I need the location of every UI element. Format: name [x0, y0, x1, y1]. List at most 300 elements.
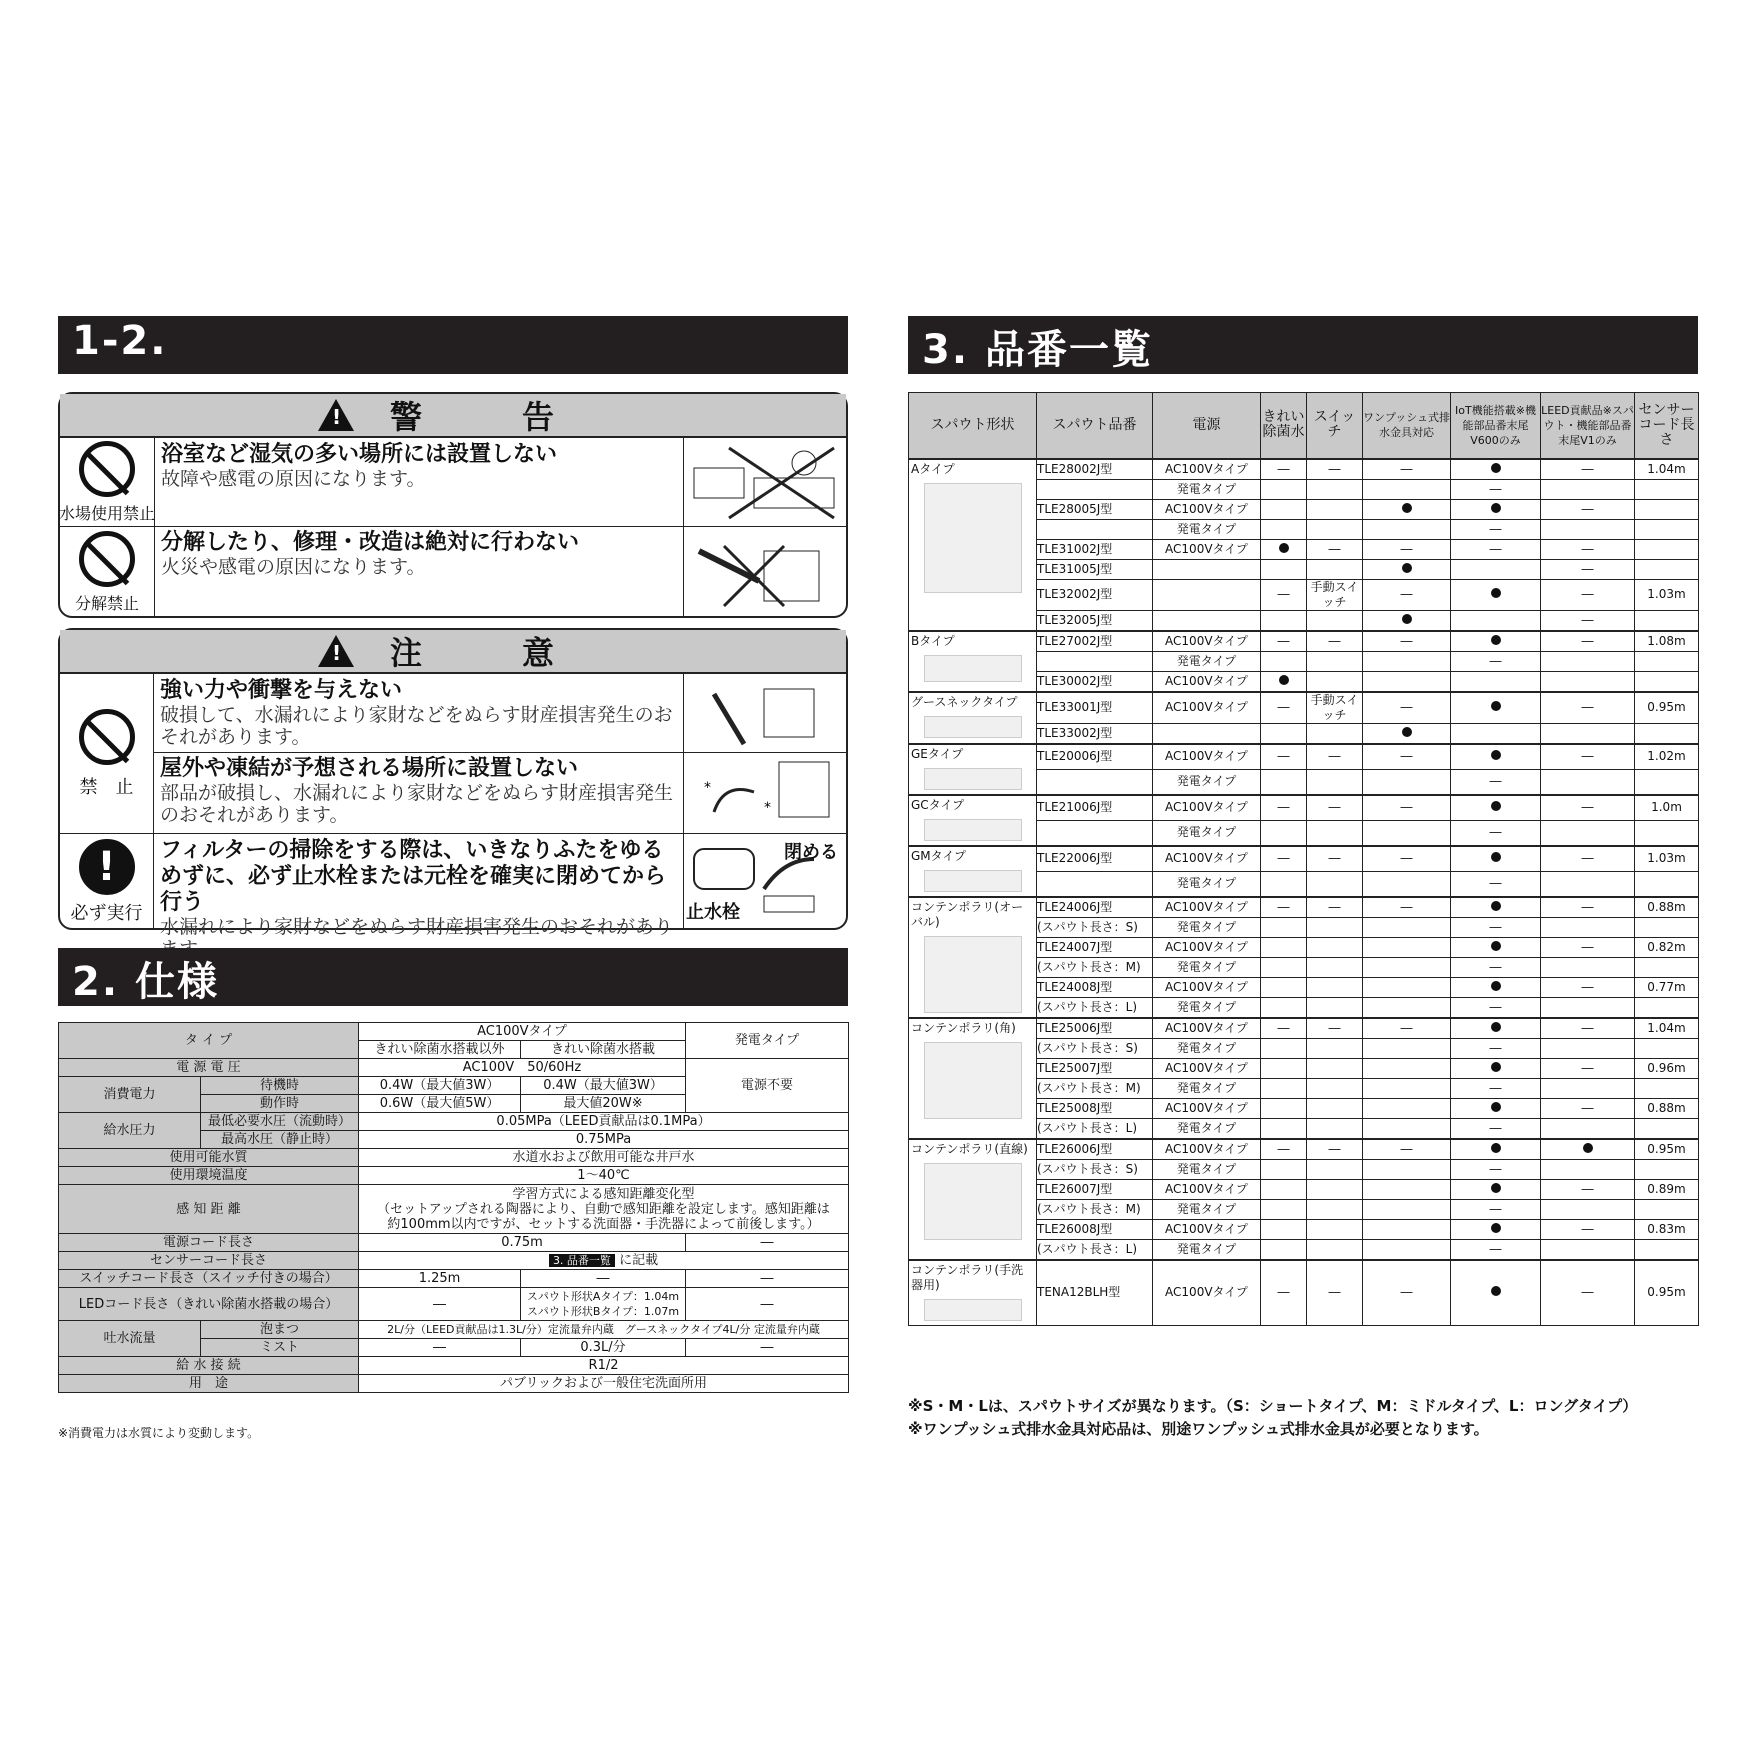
table-cell	[1541, 671, 1635, 692]
table-cell	[1541, 1239, 1635, 1260]
table-cell: 0.77m	[1635, 977, 1699, 997]
table-cell: 0.95m	[1635, 1260, 1699, 1326]
table-cell: AC100Vタイプ	[1153, 1058, 1261, 1078]
table-cell: 発電タイプ	[1153, 519, 1261, 539]
table-cell: TLE26006J型	[1037, 1139, 1153, 1160]
table-cell: 発電タイプ	[1153, 917, 1261, 937]
table-cell	[1363, 769, 1451, 795]
table-cell	[1261, 957, 1307, 977]
table-cell: 1.04m	[1635, 1018, 1699, 1039]
warning-title: ! 警 告	[60, 394, 846, 438]
spout-shape-label: Bタイプ	[911, 633, 955, 648]
table-cell	[1451, 671, 1541, 692]
table-cell	[1153, 559, 1261, 579]
dot-mark-icon	[1402, 503, 1412, 513]
table-cell	[1541, 917, 1635, 937]
table-cell	[1451, 937, 1541, 957]
table-cell	[1261, 610, 1307, 631]
table-cell: AC100Vタイプ	[1153, 744, 1261, 770]
section-title: 2. 仕様	[72, 959, 219, 1005]
table-cell: 0.83m	[1635, 1219, 1699, 1239]
table-cell	[1635, 1159, 1699, 1179]
table-cell: 発電タイプ	[1153, 479, 1261, 499]
table-cell: ―	[1541, 1179, 1635, 1199]
table-cell	[1363, 723, 1451, 744]
table-cell: ―	[1451, 479, 1541, 499]
table-cell	[1363, 1058, 1451, 1078]
table-cell: ―	[1261, 1260, 1307, 1326]
table-cell	[1307, 871, 1363, 897]
table-cell	[1307, 957, 1363, 977]
table-cell	[1261, 937, 1307, 957]
table-cell	[1307, 917, 1363, 937]
column-header: きれい除菌水	[1261, 393, 1307, 459]
table-cell	[1635, 1078, 1699, 1098]
table-cell	[1261, 977, 1307, 997]
dot-mark-icon	[1583, 1143, 1593, 1153]
table-cell: AC100Vタイプ	[1153, 1018, 1261, 1039]
table-cell: ―	[1307, 846, 1363, 872]
table-cell	[1363, 671, 1451, 692]
section-1-2-header	[58, 316, 848, 374]
table-cell	[1307, 723, 1363, 744]
table-cell	[1451, 692, 1541, 724]
table-cell: ―	[1541, 1058, 1635, 1078]
table-cell: (スパウト長さ：S)	[1037, 1159, 1153, 1179]
table-cell: AC100Vタイプ	[1153, 459, 1261, 480]
column-header: ワンプッシュ式排水金具対応	[1363, 393, 1451, 459]
table-cell: 発電タイプ	[1153, 1118, 1261, 1139]
table-cell: 手動スイッチ	[1307, 579, 1363, 610]
table-cell	[1307, 671, 1363, 692]
table-cell	[1635, 723, 1699, 744]
table-cell	[1451, 1179, 1541, 1199]
faucet-image	[924, 819, 1022, 841]
table-cell: TLE22006J型	[1037, 846, 1153, 872]
dot-mark-icon	[1491, 588, 1501, 598]
table-cell: 1.03m	[1635, 579, 1699, 610]
table-cell	[1635, 539, 1699, 559]
table-cell	[1451, 723, 1541, 744]
column-header: スイッチ	[1307, 393, 1363, 459]
dot-mark-icon	[1491, 1183, 1501, 1193]
spout-shape-label: グースネックタイプ	[911, 694, 1018, 709]
table-cell	[1307, 1078, 1363, 1098]
dot-mark-icon	[1402, 614, 1412, 624]
column-header: LEED貢献品※スパウト・機能部品番末尾V1のみ	[1541, 393, 1635, 459]
spout-shape-label: コンテンポラリ(角)	[911, 1020, 1016, 1035]
table-cell	[1363, 917, 1451, 937]
table-cell	[1451, 1139, 1541, 1160]
table-cell	[1037, 871, 1153, 897]
table-cell	[1153, 579, 1261, 610]
table-cell	[1037, 769, 1153, 795]
table-cell: TLE27002J型	[1037, 631, 1153, 652]
table-cell	[1451, 897, 1541, 918]
table-cell	[1037, 651, 1153, 671]
table-cell: AC100Vタイプ	[1153, 897, 1261, 918]
table-cell: ―	[1307, 1139, 1363, 1160]
table-cell: 1.0m	[1635, 795, 1699, 821]
table-cell: ―	[1541, 1018, 1635, 1039]
table-cell: AC100Vタイプ	[1153, 795, 1261, 821]
table-cell	[1635, 997, 1699, 1018]
table-cell: ―	[1261, 692, 1307, 724]
no-water-use-icon	[79, 441, 135, 497]
table-cell: TLE32005J型	[1037, 610, 1153, 631]
table-cell	[1153, 610, 1261, 631]
table-cell: ―	[1307, 631, 1363, 652]
table-cell	[1635, 1199, 1699, 1219]
table-cell	[1541, 997, 1635, 1018]
table-cell	[1635, 957, 1699, 977]
table-cell	[1363, 871, 1451, 897]
table-cell	[1363, 1239, 1451, 1260]
table-cell: AC100Vタイプ	[1153, 1139, 1261, 1160]
table-cell	[1261, 1159, 1307, 1179]
table-cell	[1307, 1038, 1363, 1058]
table-cell: ―	[1307, 1260, 1363, 1326]
dot-mark-icon	[1402, 727, 1412, 737]
table-cell: (スパウト長さ：S)	[1037, 917, 1153, 937]
table-cell: ―	[1451, 1199, 1541, 1219]
table-cell	[1635, 479, 1699, 499]
table-cell: (スパウト長さ：M)	[1037, 1078, 1153, 1098]
table-cell: ―	[1451, 519, 1541, 539]
table-cell	[1307, 937, 1363, 957]
table-cell	[1363, 499, 1451, 519]
section-3-header	[908, 316, 1698, 374]
bathroom-illustration	[683, 438, 846, 526]
table-cell	[1541, 820, 1635, 846]
table-cell: ―	[1451, 957, 1541, 977]
table-cell: ―	[1451, 997, 1541, 1018]
spout-shape-label: GEタイプ	[911, 746, 964, 761]
table-cell	[1363, 937, 1451, 957]
dot-mark-icon	[1491, 635, 1501, 645]
table-cell: TLE25006J型	[1037, 1018, 1153, 1039]
table-cell: ―	[1541, 579, 1635, 610]
table-cell	[1261, 519, 1307, 539]
table-cell	[1037, 479, 1153, 499]
table-cell	[1261, 1078, 1307, 1098]
table-cell: AC100Vタイプ	[1153, 1219, 1261, 1239]
column-header: スパウト形状	[909, 393, 1037, 459]
section-title: 1-2.	[72, 318, 168, 364]
table-row	[909, 1260, 1699, 1326]
table-cell: 発電タイプ	[1153, 820, 1261, 846]
table-cell	[1541, 1139, 1635, 1160]
table-cell: ―	[1307, 539, 1363, 559]
caution-triangle-icon	[318, 635, 354, 667]
dot-mark-icon	[1491, 1286, 1501, 1296]
table-cell: ―	[1451, 769, 1541, 795]
table-cell	[1307, 997, 1363, 1018]
table-cell	[1261, 1179, 1307, 1199]
table-cell: 0.82m	[1635, 937, 1699, 957]
table-cell	[1363, 1038, 1451, 1058]
table-cell: ―	[1363, 579, 1451, 610]
table-cell: (スパウト長さ：S)	[1037, 1038, 1153, 1058]
table-cell: TLE33002J型	[1037, 723, 1153, 744]
table-cell: ―	[1541, 1098, 1635, 1118]
spout-shape-label: コンテンポラリ(オーバル)	[911, 899, 1024, 929]
table-cell: TLE24007J型	[1037, 937, 1153, 957]
faucet-image	[924, 1299, 1022, 1321]
table-row	[909, 1139, 1699, 1160]
table-cell: TLE25007J型	[1037, 1058, 1153, 1078]
section-title: 3. 品番一覧	[922, 327, 1153, 373]
table-cell: 発電タイプ	[1153, 1038, 1261, 1058]
faucet-image	[924, 870, 1022, 892]
table-cell: ―	[1541, 610, 1635, 631]
table-cell	[1307, 1118, 1363, 1139]
table-cell: ―	[1451, 651, 1541, 671]
table-cell: TLE28002J型	[1037, 459, 1153, 480]
table-cell: 発電タイプ	[1153, 1199, 1261, 1219]
table-cell: 発電タイプ	[1153, 1239, 1261, 1260]
table-cell	[1261, 917, 1307, 937]
table-cell	[1541, 1159, 1635, 1179]
impact-illustration	[683, 674, 846, 752]
faucet-image	[924, 1042, 1022, 1119]
table-cell: AC100Vタイプ	[1153, 692, 1261, 724]
table-cell	[1261, 539, 1307, 559]
table-cell	[1261, 559, 1307, 579]
table-cell: ―	[1541, 795, 1635, 821]
table-cell: (スパウト長さ：L)	[1037, 1239, 1153, 1260]
table-cell	[1635, 499, 1699, 519]
table-cell: TLE24008J型	[1037, 977, 1153, 997]
table-cell	[1261, 1058, 1307, 1078]
table-cell: TLE31005J型	[1037, 559, 1153, 579]
table-cell	[1307, 479, 1363, 499]
table-cell: AC100Vタイプ	[1153, 846, 1261, 872]
list-note: ※ワンプッシュ式排水金具対応品は、別途ワンプッシュ式排水金具が必要となります。	[908, 1420, 1489, 1438]
table-cell: ―	[1541, 977, 1635, 997]
table-cell	[1307, 651, 1363, 671]
table-cell	[1037, 519, 1153, 539]
table-cell: AC100Vタイプ	[1153, 539, 1261, 559]
table-cell: ―	[1307, 897, 1363, 918]
table-cell	[1307, 1199, 1363, 1219]
table-cell: ―	[1541, 897, 1635, 918]
column-header: 電源	[1153, 393, 1261, 459]
table-cell: TLE24006J型	[1037, 897, 1153, 918]
table-cell: ―	[1307, 459, 1363, 480]
table-cell	[1261, 1098, 1307, 1118]
table-cell	[1363, 1179, 1451, 1199]
table-cell: (スパウト長さ：M)	[1037, 957, 1153, 977]
dot-mark-icon	[1491, 750, 1501, 760]
table-cell	[1363, 519, 1451, 539]
spout-shape-label: GCタイプ	[911, 797, 965, 812]
table-cell	[1451, 1219, 1541, 1239]
table-cell	[1451, 977, 1541, 997]
table-cell: ―	[1541, 937, 1635, 957]
table-cell: ―	[1261, 631, 1307, 652]
table-cell: ―	[1541, 459, 1635, 480]
table-cell: ―	[1363, 795, 1451, 821]
table-cell	[1541, 1038, 1635, 1058]
table-cell: ―	[1261, 897, 1307, 918]
table-cell	[1363, 1078, 1451, 1098]
table-cell	[1541, 723, 1635, 744]
table-cell	[1261, 1118, 1307, 1139]
table-cell: ―	[1541, 1260, 1635, 1326]
dot-mark-icon	[1491, 941, 1501, 951]
valve-illustration: 閉める 止水栓	[683, 834, 846, 930]
table-cell	[1261, 671, 1307, 692]
table-cell	[1363, 957, 1451, 977]
spout-shape-label: コンテンポラリ(手洗器用)	[911, 1262, 1024, 1292]
table-cell: AC100Vタイプ	[1153, 937, 1261, 957]
table-cell: 0.95m	[1635, 1139, 1699, 1160]
table-cell	[1451, 846, 1541, 872]
table-cell: ―	[1541, 499, 1635, 519]
table-cell	[1261, 871, 1307, 897]
faucet-image	[924, 1163, 1022, 1240]
table-cell	[1261, 479, 1307, 499]
table-cell	[1307, 1219, 1363, 1239]
table-cell	[1307, 499, 1363, 519]
table-cell	[1363, 559, 1451, 579]
table-cell: AC100Vタイプ	[1153, 671, 1261, 692]
table-cell	[1541, 957, 1635, 977]
table-cell: ―	[1261, 1018, 1307, 1039]
table-cell: (スパウト長さ：L)	[1037, 1118, 1153, 1139]
product-list-table	[908, 392, 1699, 1326]
table-cell: ―	[1363, 1018, 1451, 1039]
table-cell: ―	[1261, 795, 1307, 821]
table-cell	[1541, 651, 1635, 671]
table-cell: ―	[1363, 897, 1451, 918]
table-cell	[1635, 559, 1699, 579]
table-cell: ―	[1541, 631, 1635, 652]
table-cell: TLE25008J型	[1037, 1098, 1153, 1118]
table-cell	[1307, 610, 1363, 631]
table-cell: ―	[1451, 1239, 1541, 1260]
dot-mark-icon	[1491, 1143, 1501, 1153]
table-cell	[1451, 744, 1541, 770]
dot-mark-icon	[1491, 463, 1501, 473]
table-cell	[1261, 1199, 1307, 1219]
table-cell: 0.88m	[1635, 1098, 1699, 1118]
table-cell: 1.04m	[1635, 459, 1699, 480]
table-cell: ―	[1307, 744, 1363, 770]
table-cell	[1635, 769, 1699, 795]
table-cell	[1635, 1038, 1699, 1058]
table-cell: ―	[1541, 559, 1635, 579]
table-cell: ―	[1363, 846, 1451, 872]
table-cell	[1261, 1219, 1307, 1239]
table-cell: ―	[1451, 1038, 1541, 1058]
faucet-image	[924, 483, 1022, 593]
table-cell: ―	[1363, 692, 1451, 724]
table-cell	[1307, 977, 1363, 997]
table-cell: 1.03m	[1635, 846, 1699, 872]
table-cell: TLE26008J型	[1037, 1219, 1153, 1239]
table-cell	[1635, 820, 1699, 846]
table-cell: ―	[1363, 459, 1451, 480]
dot-mark-icon	[1491, 1102, 1501, 1112]
table-cell: 発電タイプ	[1153, 651, 1261, 671]
dot-mark-icon	[1491, 1022, 1501, 1032]
warning-triangle-icon	[318, 399, 354, 431]
table-cell: ―	[1261, 744, 1307, 770]
table-cell: AC100Vタイプ	[1153, 499, 1261, 519]
dot-mark-icon	[1279, 675, 1289, 685]
table-cell: 0.89m	[1635, 1179, 1699, 1199]
table-cell	[1451, 1260, 1541, 1326]
table-cell	[1363, 977, 1451, 997]
table-cell	[1261, 499, 1307, 519]
freezing-illustration	[683, 752, 846, 833]
table-cell: AC100Vタイプ	[1153, 977, 1261, 997]
table-cell: ―	[1541, 846, 1635, 872]
table-cell	[1451, 795, 1541, 821]
table-cell	[1363, 1199, 1451, 1219]
prohibited-icon	[79, 709, 135, 765]
table-cell	[1635, 671, 1699, 692]
table-cell	[1363, 1118, 1451, 1139]
table-row	[909, 692, 1699, 724]
dot-mark-icon	[1491, 801, 1501, 811]
table-cell	[1037, 820, 1153, 846]
table-cell	[1451, 1058, 1541, 1078]
table-cell	[1307, 1239, 1363, 1260]
warning-item: 分解禁止 分解したり、修理・改造は絶対に行わない 火災や感電の原因になります。	[60, 526, 846, 618]
table-cell: ―	[1451, 820, 1541, 846]
column-header: IoT機能搭載※機能部品番末尾V600のみ	[1451, 393, 1541, 459]
table-cell: ―	[1451, 1078, 1541, 1098]
table-cell	[1541, 769, 1635, 795]
table-cell: ―	[1541, 692, 1635, 724]
table-cell: (スパウト長さ：L)	[1037, 997, 1153, 1018]
spout-shape-label: コンテンポラリ(直線)	[911, 1141, 1028, 1156]
table-cell	[1363, 479, 1451, 499]
caution-box: ! 注 意 禁 止 強い力や衝撃を与えない 破損して、水漏れにより家財などをぬらす財産損害発生のおそれがあります。 屋外や凍結が予想される場所に設置しない 部品が破損し、水漏れにより家財などをぬらす財産損害発生のおそれがあります。 * * ! 必ず実行 フィルターの掃除をする際は、いきなりふたをゆるめずに、必ず止水栓または元栓を確実に閉めてから行う 水漏れにより家財などをぬらす財産損害発生のおそれがあり 閉める 止水栓	[58, 628, 848, 930]
svg-text:*: *	[764, 800, 771, 816]
table-cell	[1635, 917, 1699, 937]
table-cell: ―	[1363, 1260, 1451, 1326]
table-cell	[1541, 479, 1635, 499]
table-cell	[1635, 610, 1699, 631]
table-cell: 発電タイプ	[1153, 1159, 1261, 1179]
dot-mark-icon	[1491, 701, 1501, 711]
faucet-image	[924, 936, 1022, 1013]
table-cell: AC100Vタイプ	[1153, 1179, 1261, 1199]
table-cell	[1363, 820, 1451, 846]
table-cell	[1261, 769, 1307, 795]
table-cell: ―	[1363, 1139, 1451, 1160]
table-cell: ―	[1307, 1018, 1363, 1039]
table-cell: AC100Vタイプ	[1153, 1098, 1261, 1118]
dot-mark-icon	[1491, 1223, 1501, 1233]
table-row	[909, 897, 1699, 918]
table-cell	[1307, 820, 1363, 846]
dot-mark-icon	[1402, 563, 1412, 573]
table-cell	[1635, 519, 1699, 539]
table-cell: 発電タイプ	[1153, 997, 1261, 1018]
table-cell	[1451, 579, 1541, 610]
table-cell: TLE26007J型	[1037, 1179, 1153, 1199]
table-row	[909, 846, 1699, 872]
table-cell: TLE20006J型	[1037, 744, 1153, 770]
table-cell	[1541, 1199, 1635, 1219]
section-2-header	[58, 948, 848, 1006]
dot-mark-icon	[1491, 981, 1501, 991]
